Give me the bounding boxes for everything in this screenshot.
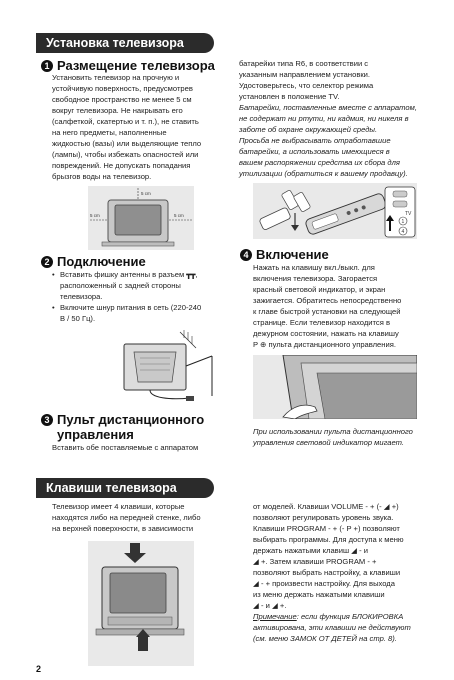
text-line: Клавиши PROGRAM - + (- P +) позволяют [253, 524, 400, 533]
text-line: позволяют выбрать настройку, а клавиши [253, 568, 401, 577]
text-line: ◢ - + произвести настройку. Для выхода [253, 579, 395, 588]
remote-label-four: 4 [401, 229, 405, 235]
text-line: держать нажатыми клавиш ◢ - и [253, 546, 368, 555]
heading-text: Подключение [57, 254, 146, 269]
section-title: Установка телевизора [46, 36, 184, 50]
tv-antenna-illustration [120, 326, 226, 406]
power-button-illustration [253, 355, 417, 419]
text-line: странице. Если телевизор находится в [253, 318, 390, 327]
power-text [253, 262, 433, 350]
text-line: установлен в положение TV. [239, 92, 340, 101]
note-line [253, 611, 435, 622]
text-line: вокруг телевизора. Не накрывать его [52, 106, 183, 115]
text-line: устойчивую поверхность, предусмотрев [52, 84, 193, 93]
note-label: Примечание [253, 612, 297, 621]
clearance-top-label: 5 cm [141, 191, 151, 196]
text-line: управления световой индикатор мигает. [253, 438, 404, 447]
text-line: жидкостью (вазы) или выделяющие тепло [52, 139, 202, 148]
text-line: При использовании пульта дистанционного [253, 427, 413, 436]
text-line: батарейки, а использовать имеющиеся в [239, 147, 390, 156]
text-line: дежурном состоянии, нажать на клавишу [253, 329, 399, 338]
step-number: 4 [240, 249, 252, 261]
text-line: телевизора. [60, 292, 103, 301]
text-line: выбирать программы. Для доступа к меню [253, 535, 404, 544]
connection-heading [41, 254, 146, 269]
clearance-left-label: 5 cm [90, 213, 100, 218]
text-line: (см. меню ЗАМОК ОТ ДЕТЕЙ на стр. 8). [253, 634, 397, 643]
antenna-socket-icon: ┳┳ [186, 270, 196, 279]
text-line: ◢ +. Затем клавиши PROGRAM - + [253, 557, 377, 566]
heading-text: Включение [256, 247, 329, 262]
text-line: находятся либо на передней стенке, либо [52, 513, 201, 522]
tv-keys-text-left [52, 501, 234, 534]
text-line: Удостоверьтесь, что селектор режима [239, 81, 374, 90]
step-number: 3 [41, 414, 53, 426]
tv-keys-text-right [253, 501, 435, 644]
text-line: Установить телевизор на прочную и [52, 73, 180, 82]
connection-text [52, 269, 232, 324]
tv-keys-illustration [88, 541, 194, 666]
text-line: из меню держать нажатыми клавиши [253, 590, 385, 599]
power-heading [240, 247, 329, 262]
remote-heading [41, 412, 204, 442]
text-line: зажигается. Обратитесь непосредственно [253, 296, 402, 305]
section-header-installation [36, 33, 214, 53]
placement-text [52, 72, 230, 182]
power-figure [253, 355, 417, 419]
heading-text: Пульт дистанционного [57, 412, 205, 427]
text-line: активирована, эти клавиши не действуют [253, 623, 411, 632]
text-line: не содержат ни ртути, ни кадмия, ни никеля в [239, 114, 409, 123]
text-line: P ⊕ пульта дистанционного управления. [253, 340, 396, 349]
text-line: на верхней поверхности, в зависимости [52, 524, 194, 533]
heading-text: управления [57, 427, 134, 442]
tv-clearance-illustration [88, 186, 194, 250]
remote-figure [253, 183, 417, 239]
text-line: батарейки типа R6, в соответствии с [239, 59, 369, 68]
heading-text: Размещение телевизора [57, 58, 215, 73]
text-line: (салфеткой, скатертью и т. п.), не ставить [52, 117, 199, 126]
text-line: брызгов воды на телевизор. [52, 172, 152, 181]
bullet-item: • Включите шнур питания в сеть (220-240 [52, 302, 232, 313]
connection-figure [120, 326, 226, 406]
text-line: позволяют регулировать уровень звука. [253, 513, 394, 522]
section-title: Клавиши телевизора [46, 481, 177, 495]
power-note [253, 426, 433, 448]
text-line: вашем распоряжении средства их сбора для [239, 158, 400, 167]
tv-keys-figure [88, 541, 194, 666]
text-line: расположенный с задней стороны [60, 281, 181, 290]
text-line: свободное пространство не менее 5 см [52, 95, 192, 104]
text-line: на него предметы, наполненные [52, 128, 167, 137]
text-line: ◢ - и ◢ +. [253, 601, 287, 610]
text-line: Батарейки, поставленные вместе с аппаратом, [239, 103, 417, 112]
page-number: 2 [36, 664, 42, 674]
text-line: красный световой индикатор, и экран [253, 285, 386, 294]
placement-heading [41, 58, 215, 73]
text-line: к главе быстрой установки на следующей [253, 307, 401, 316]
tv-mode-label: TV [405, 211, 412, 217]
text-line: от моделей. Клавиши VOLUME - + (- ◢ +) [253, 502, 399, 511]
clearance-right-label: 5 cm [174, 213, 184, 218]
placement-figure [88, 186, 194, 250]
text-line: Вставить фишку антенны в разъем [60, 270, 185, 279]
text-line: : если функция БЛОКИРОВКА [296, 612, 404, 621]
bullet-item: • Вставить фишку антенны в разъем ┳┳, [52, 269, 232, 280]
text-line: утилизации (обратиться к вашему продавцу). [239, 169, 408, 178]
text-line: повреждений. Не допускать попадания [52, 161, 191, 170]
batteries-text [239, 58, 429, 179]
remote-text [52, 442, 234, 453]
remote-label-one: 1 [401, 219, 405, 225]
text-line: включения телевизора. Загорается [253, 274, 378, 283]
text-line: Нажать на клавишу вкл./выкл. для [253, 263, 375, 272]
text-line: Просьба не выбрасывать отработавшие [239, 136, 391, 145]
section-header-tv-keys [36, 478, 214, 498]
step-number: 2 [41, 256, 53, 268]
step-number: 1 [41, 60, 53, 72]
text-line: указанным направлением установки. [239, 70, 371, 79]
text-line: (лампы), чтобы избежать опасностей или [52, 150, 199, 159]
text-line: Вставить обе поставляемые с аппаратом [52, 443, 199, 452]
text-line: заботе об охране окружающей среды. [239, 125, 378, 134]
text-line: В / 50 Гц). [60, 314, 96, 323]
remote-batteries-illustration [253, 183, 417, 239]
text-line: Телевизор имеет 4 клавиши, которые [52, 502, 185, 511]
